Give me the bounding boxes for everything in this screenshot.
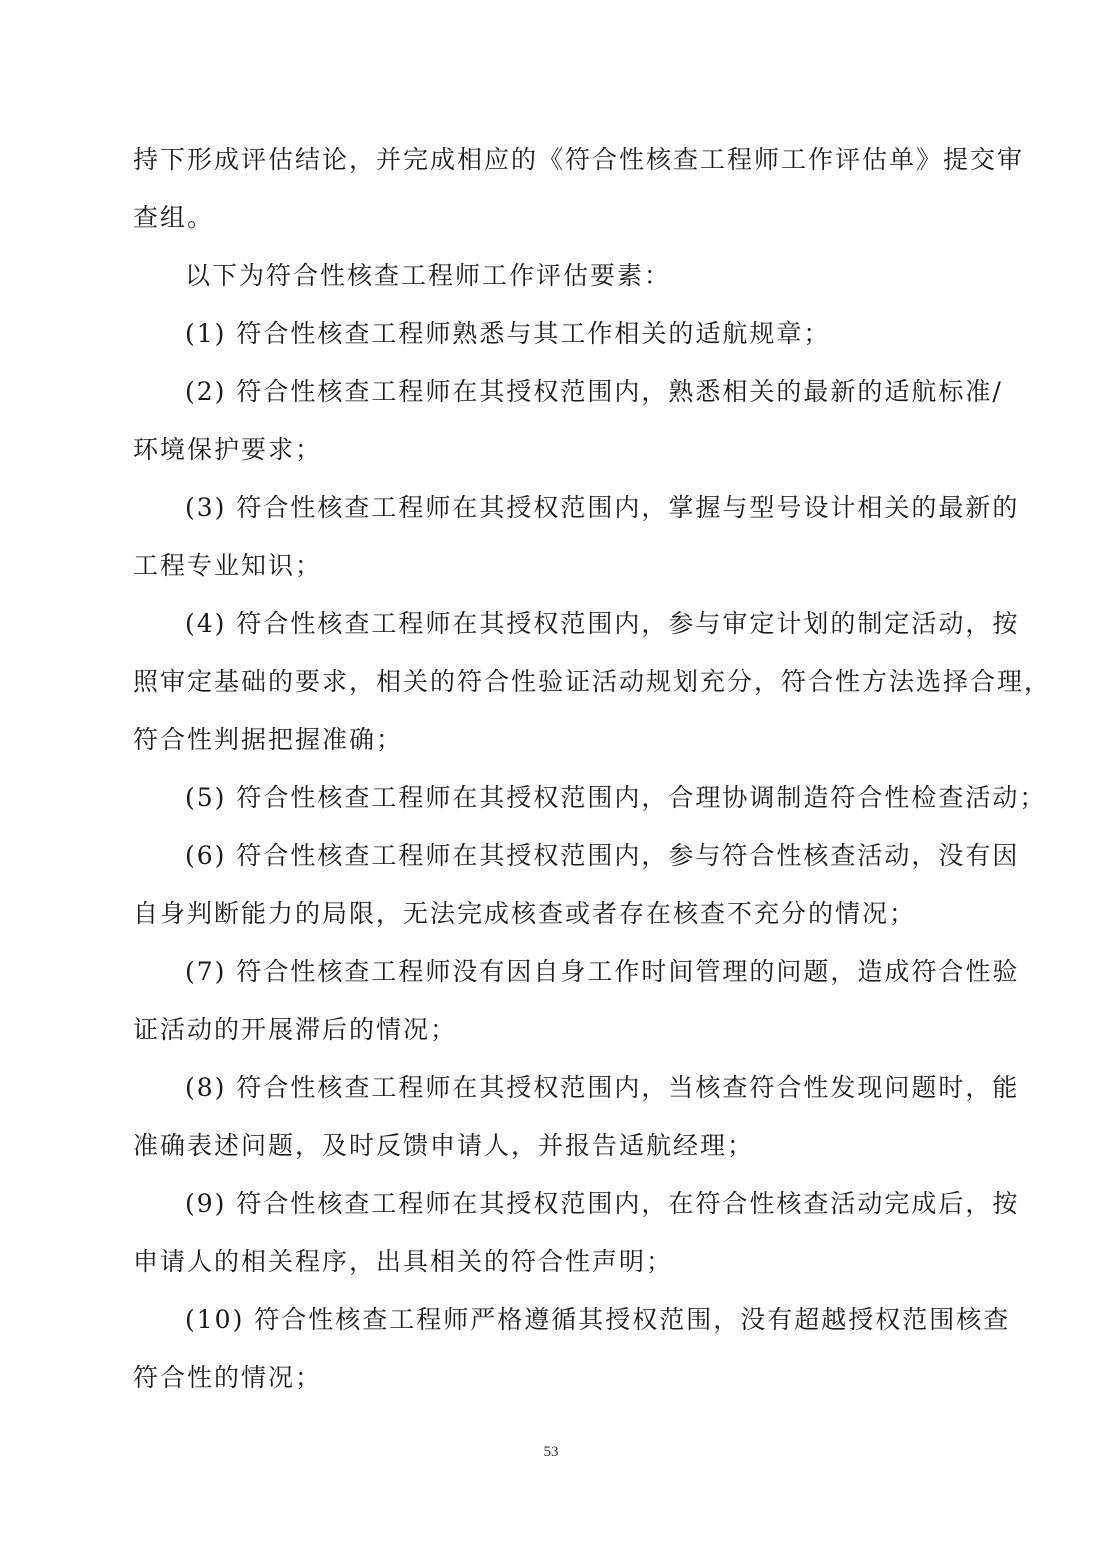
body-text	[133, 137, 1052, 1413]
list-item: (10) 符合性核查工程师严格遵循其授权范围，没有超越授权范围核查	[185, 1305, 1011, 1334]
text-line: 准确表述问题，及时反馈申请人，并报告适航经理；	[133, 1131, 755, 1160]
list-item: (2) 符合性核查工程师在其授权范围内，熟悉相关的最新的适航标准/	[185, 377, 1003, 406]
text-line: 以下为符合性核查工程师工作评估要素：	[185, 261, 672, 290]
text-line: 查组。	[133, 203, 215, 232]
text-line: 持下形成评估结论，并完成相应的《符合性核查工程师工作评估单》提交审	[133, 145, 1025, 174]
text-line: 申请人的相关程序，出具相关的符合性声明；	[133, 1247, 674, 1276]
list-item: (3) 符合性核查工程师在其授权范围内，掌握与型号设计相关的最新的	[185, 493, 1020, 522]
page-number: 53	[543, 1444, 559, 1460]
text-line: 环境保护要求；	[133, 435, 323, 464]
text-line: 工程专业知识；	[133, 551, 323, 580]
text-line: 证活动的开展滞后的情况；	[133, 1015, 458, 1044]
list-item: (1) 符合性核查工程师熟悉与其工作相关的适航规章；	[185, 319, 831, 348]
text-line: 自身判断能力的局限，无法完成核查或者存在核查不充分的情况；	[133, 899, 917, 928]
list-item: (9) 符合性核查工程师在其授权范围内，在符合性核查活动完成后，按	[185, 1189, 1020, 1218]
list-item: (4) 符合性核查工程师在其授权范围内，参与审定计划的制定活动，按	[185, 609, 1020, 638]
list-item: (6) 符合性核查工程师在其授权范围内，参与符合性核查活动，没有因	[185, 841, 1020, 870]
text-line: 照审定基础的要求，相关的符合性验证活动规划充分，符合性方法选择合理，	[133, 667, 1052, 696]
text-line: 符合性的情况；	[133, 1363, 323, 1392]
list-item: (8) 符合性核查工程师在其授权范围内，当核查符合性发现问题时，能	[185, 1073, 1020, 1102]
list-item: (7) 符合性核查工程师没有因自身工作时间管理的问题，造成符合性验	[185, 957, 1020, 986]
list-item: (5) 符合性核查工程师在其授权范围内，合理协调制造符合性检查活动；	[185, 783, 1047, 812]
text-line: 符合性判据把握准确；	[133, 725, 404, 754]
